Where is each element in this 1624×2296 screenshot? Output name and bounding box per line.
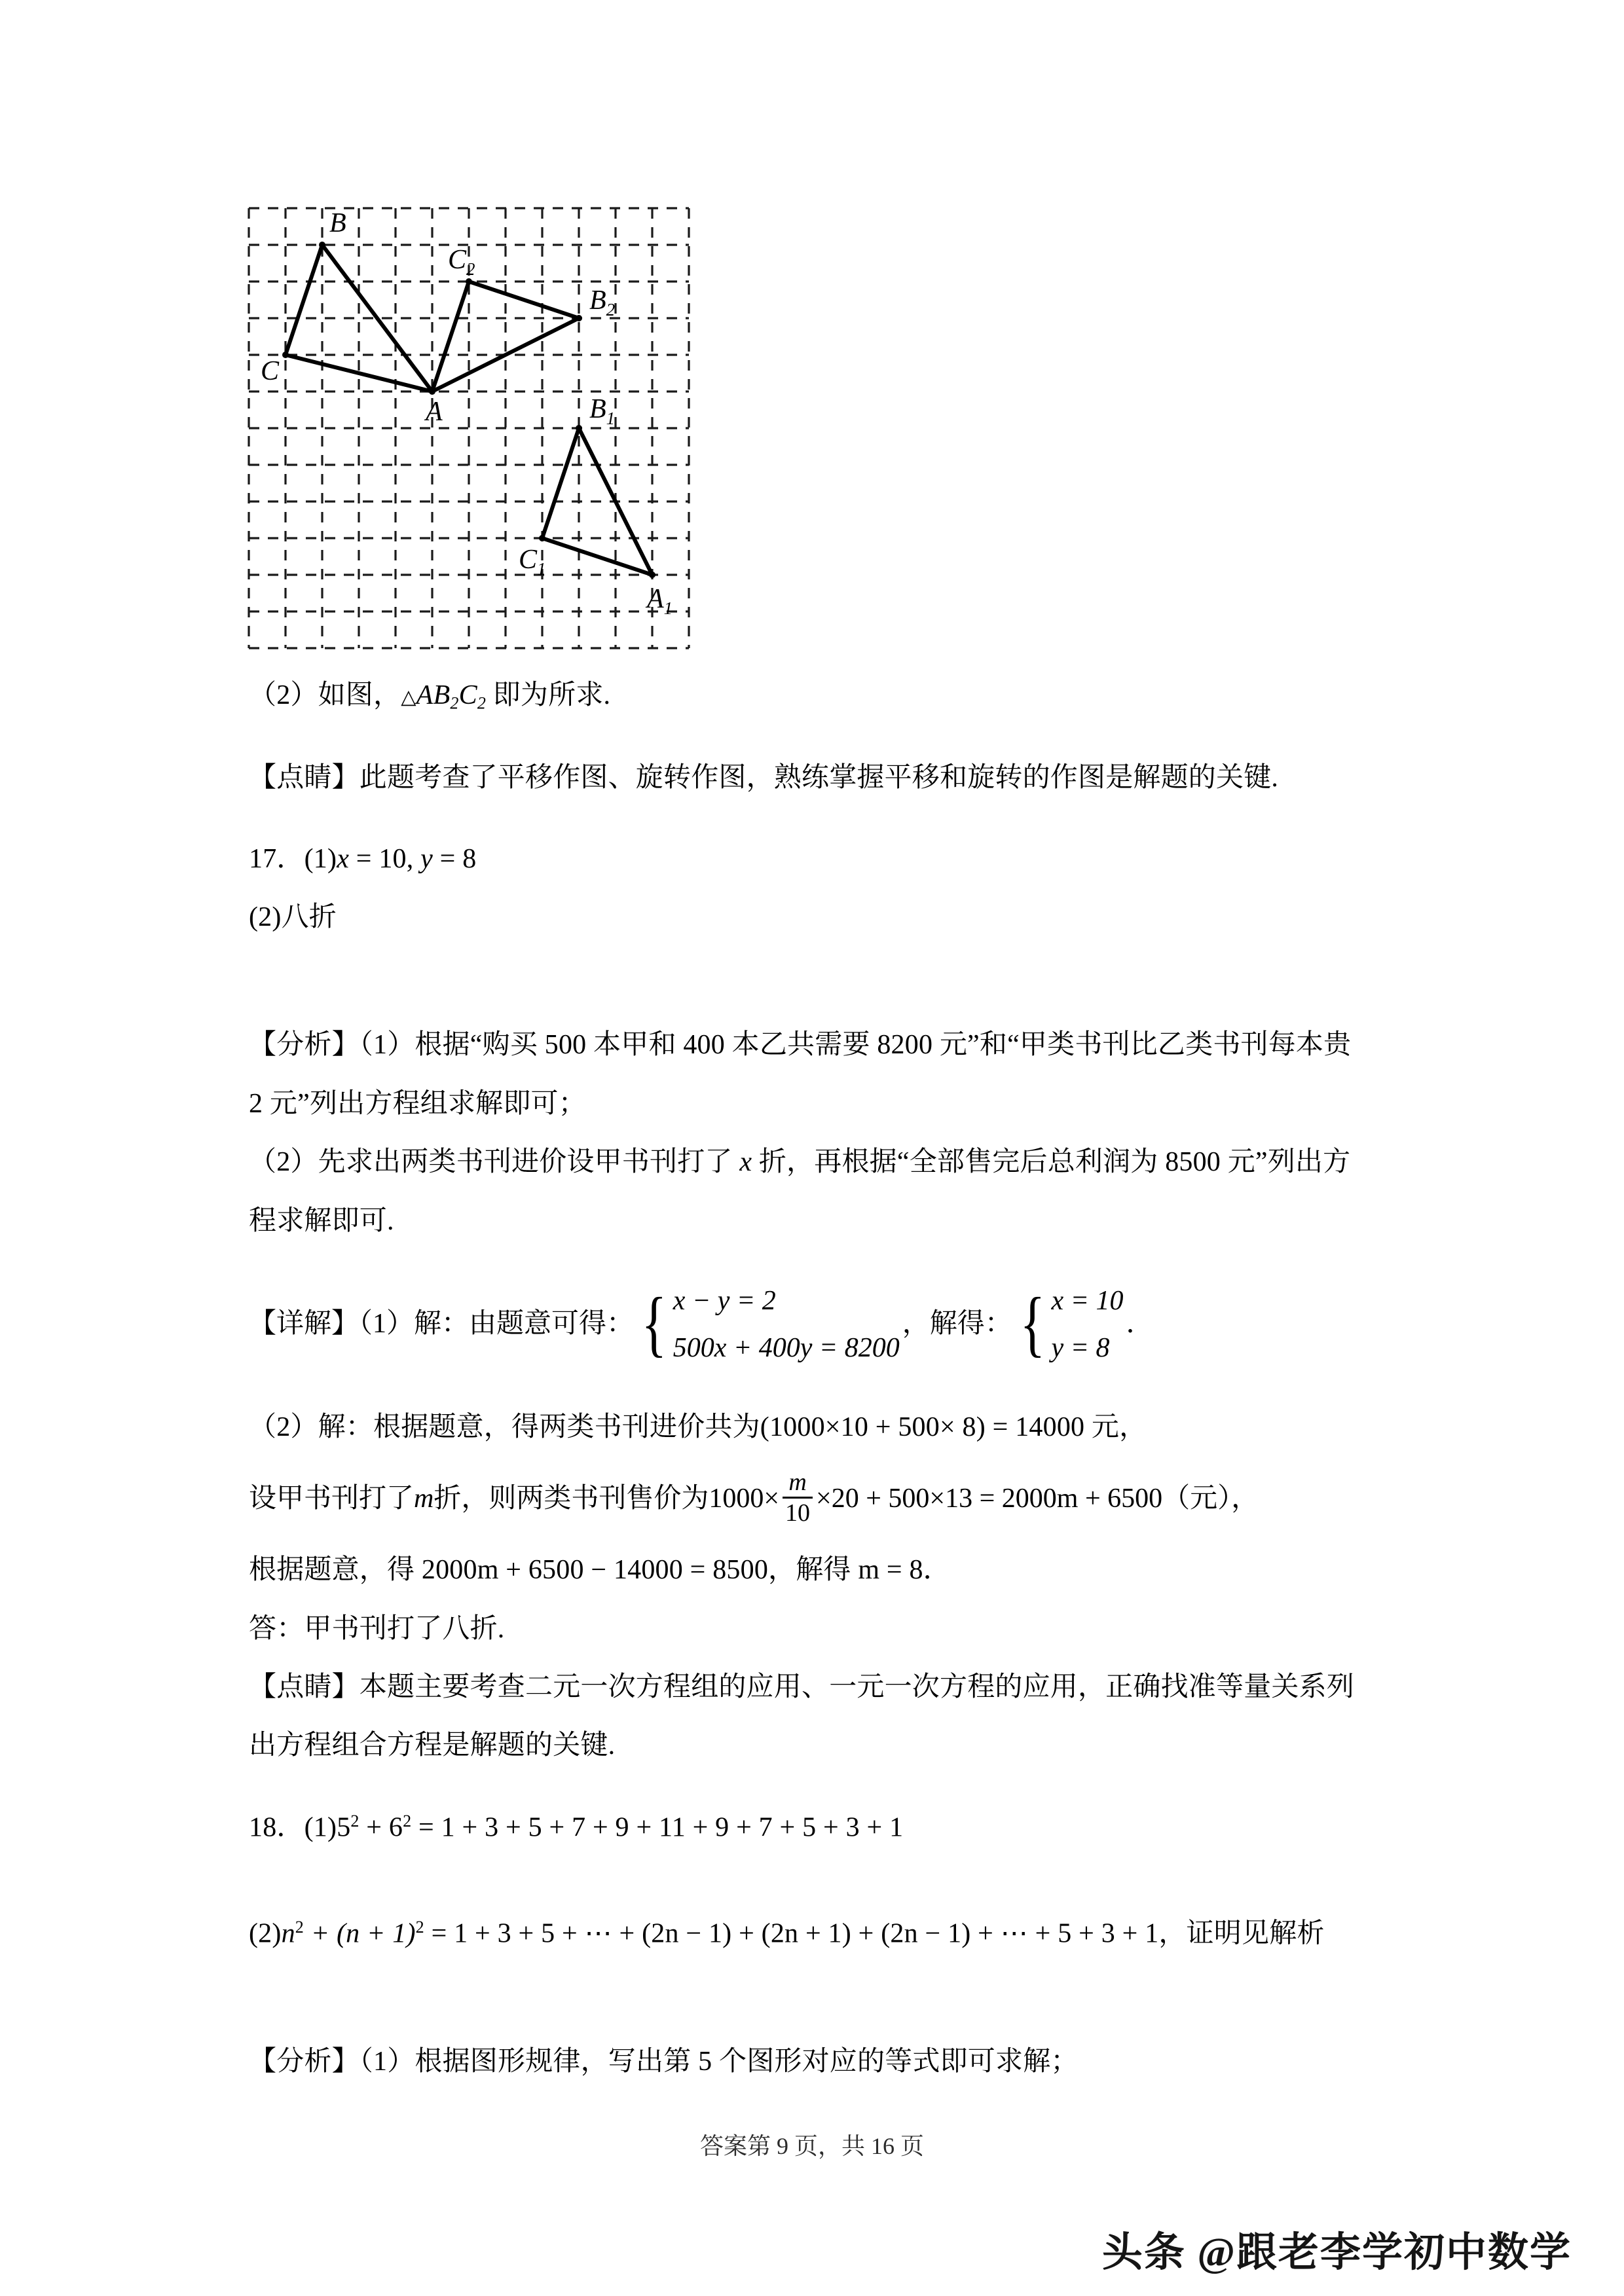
q17-ans1-yval: = 8 (432, 843, 477, 874)
equation-system-1 (637, 1283, 900, 1365)
q17-dianjing-line2: 出方程组合方程是解题的关键. (249, 1730, 616, 1761)
q18-ans2-n: n (281, 1918, 295, 1949)
q18-fenxi: 【分析】（1）根据图形规律，写出第 5 个图形对应的等式即可求解； (249, 2047, 1079, 2077)
q16-part2-line (249, 681, 1401, 712)
q17-sys-mid: ，解得： (902, 1309, 1012, 1339)
q18-number: 18． (249, 1812, 304, 1843)
q18-ans2-rest: = 1 + 3 + 5 + ⋯ + (2n − 1) + (2n + 1) + (2n − 1) + ⋯ + 5 + 3 + 1，证明见解析 (424, 1918, 1325, 1949)
equation-system-2 (1015, 1283, 1124, 1365)
fraction-m-over-10 (783, 1470, 813, 1525)
q17-step3-m: m (414, 1484, 434, 1514)
q18-ans1-prefix: (1) (304, 1812, 337, 1843)
q17-step3 (249, 1468, 1401, 1527)
page-footer: 答案第 9 页，共 16 页 (699, 2133, 924, 2159)
left-brace-1: { (641, 1283, 667, 1365)
sys1-row1: x − y = 2 (673, 1285, 776, 1316)
q17-fenxi-l3a: （2）先求出两类书刊进价设甲书刊打了 (249, 1147, 740, 1178)
q17-sys-end: ． (1126, 1309, 1154, 1339)
answer-body (249, 681, 1401, 2077)
triangle-symbol: △ (401, 685, 416, 708)
q18-ans2-mid: + (n + 1) (304, 1918, 416, 1949)
q16-part2-prefix: （2）如图， (249, 680, 401, 710)
q18-ans1-plus: + 6 (359, 1812, 403, 1843)
label-C2: $C_2$ (448, 245, 475, 279)
sys1-row2: 500x + 400y = 8200 (673, 1332, 900, 1363)
q17-answer2: (2)八折 (249, 902, 337, 933)
q17-dianjing-line1: 【点睛】本题主要考查二元一次方程组的应用、一元一次方程的应用，正确找准等量关系列 (249, 1672, 1355, 1702)
q18-answer1-line (249, 1812, 1401, 1843)
q18-ans1-sup1: 2 (350, 1811, 360, 1831)
q17-ans1-xval: = 10, (349, 843, 414, 874)
q17-fenxi-l3x: x (739, 1147, 752, 1178)
q17-step3-c: ×20 + 500×13 = 2000m + 6500（元）， (816, 1484, 1259, 1514)
q17-step2: （2）解：根据题意，得两类书刊进价共为(1000×10 + 500× 8) = 14000 元， (249, 1412, 1147, 1442)
q17-step3-a: 设甲书刊打了 (249, 1484, 415, 1514)
sys2-row1: x = 10 (1051, 1285, 1124, 1316)
triangle-AB2C2 (432, 282, 579, 392)
q16-tri-base: AB (416, 680, 451, 710)
q16-dianjing: 【点睛】此题考查了平移作图、旋转作图，熟练掌握平移和旋转的作图是解题的关键. (249, 763, 1279, 793)
q17-ans1-y: y (413, 843, 433, 874)
q17-fenxi-line1: 【分析】（1）根据“购买 500 本甲和 400 本乙共需要 8200 元”和“甲类书刊比乙类书刊每本贵 (249, 1030, 1352, 1061)
label-B1: $B_1$ (589, 394, 616, 428)
fraction-denominator: 10 (785, 1499, 811, 1527)
q17-final-answer: 答：甲书刊打了八折. (249, 1613, 505, 1644)
q16-part2-suffix: 即为所求. (486, 680, 611, 710)
q17-fenxi-line4: 程求解即可. (249, 1205, 394, 1236)
q18-ans1-base1: 5 (337, 1812, 351, 1843)
fraction-bar (783, 1497, 813, 1499)
q17-ans1-x: x (337, 843, 350, 874)
sys2-row2: y = 8 (1051, 1332, 1110, 1363)
label-C1: $C_1$ (519, 545, 546, 579)
q17-step4: 根据题意，得 2000m + 6500 − 14000 = 8500，解得 m = 8． (249, 1555, 951, 1586)
fraction-numerator: m (788, 1468, 807, 1497)
watermark-text: 头条 @跟老李学初中数学 (1101, 2231, 1572, 2275)
q16-tri-mid: C (458, 680, 477, 710)
left-brace-2: { (1020, 1283, 1046, 1365)
q16-tri-sub1: 2 (450, 693, 459, 713)
q18-answer2-line (249, 1918, 1401, 1949)
q17-xiangjie-line (249, 1283, 1401, 1365)
q17-answer1-line (249, 845, 1401, 874)
q18-ans2-prefix: (2) (249, 1918, 282, 1949)
q18-ans2-sup1: 2 (295, 1918, 304, 1937)
q17-xiangjie-lead: 【详解】（1）解：由题意可得： (249, 1309, 635, 1339)
geometry-grid-figure (223, 164, 733, 681)
label-A1: $A_1$ (647, 584, 673, 618)
q18-ans2-sup2: 2 (415, 1918, 424, 1937)
label-B: B (329, 208, 346, 238)
label-C: C (261, 356, 280, 386)
q17-step3-b: 折，则两类书刊售价为1000× (434, 1484, 780, 1514)
q17-ans1-prefix: (1) (304, 843, 337, 874)
q18-ans1-rest: = 1 + 3 + 5 + 7 + 9 + 11 + 9 + 7 + 5 + 3 + 1 (411, 1812, 904, 1843)
q16-tri-sub2: 2 (477, 693, 487, 713)
label-A: A (426, 397, 443, 427)
q17-fenxi-line2: 2 元”列出方程组求解即可； (249, 1088, 586, 1119)
grid-diagram-svg (223, 164, 733, 681)
label-B2: $B_2$ (589, 285, 616, 319)
q17-fenxi-line3 (249, 1148, 1401, 1177)
q17-number: 17． (249, 843, 304, 874)
q18-ans1-sup2: 2 (403, 1811, 412, 1831)
q17-fenxi-l3b: 折，再根据“全部售完后总利润为 8500 元”列出方 (752, 1147, 1351, 1178)
